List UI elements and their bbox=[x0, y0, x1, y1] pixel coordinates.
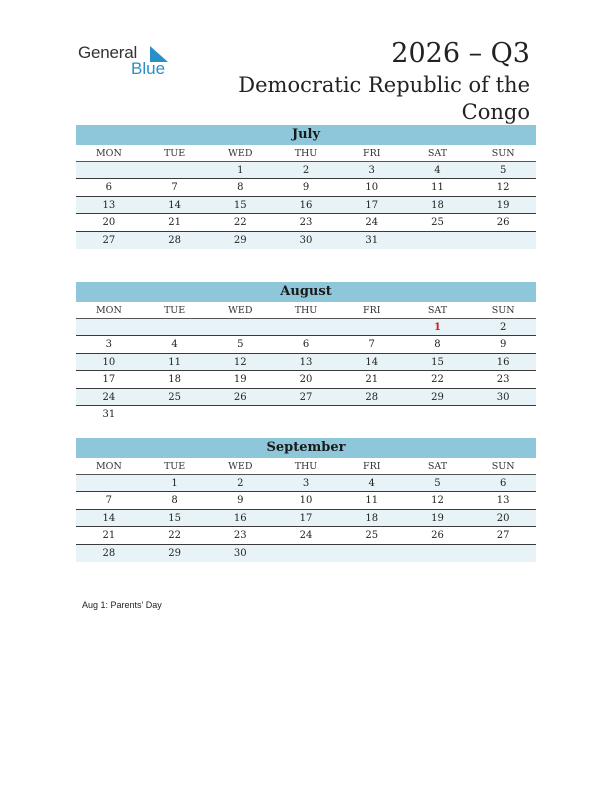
day-cell: 24 bbox=[299, 530, 313, 542]
week-row bbox=[76, 162, 536, 179]
day-cell: 9 bbox=[499, 339, 507, 351]
day-cell: 17 bbox=[365, 199, 379, 211]
day-cell bbox=[207, 319, 273, 335]
day-cell: 8 bbox=[171, 495, 178, 507]
weekday-header-row bbox=[76, 458, 536, 475]
day-cell: 14 bbox=[102, 512, 116, 524]
weekday-label: THU bbox=[294, 148, 318, 159]
weekday-header-row bbox=[76, 145, 536, 162]
week-row bbox=[76, 389, 536, 406]
day-cell bbox=[142, 319, 208, 335]
weekday-label: TUE bbox=[163, 305, 186, 316]
day-cell: 11 bbox=[168, 356, 181, 368]
week-row bbox=[76, 527, 536, 544]
weekday-label: SUN bbox=[491, 461, 515, 472]
weekday-label: FRI bbox=[362, 461, 381, 472]
day-cell: 20 bbox=[496, 512, 510, 524]
day-cell: 7 bbox=[368, 339, 375, 351]
day-cell: 22 bbox=[168, 530, 181, 542]
day-cell: 29 bbox=[431, 391, 444, 403]
day-cell: 21 bbox=[102, 530, 116, 542]
day-cell: 17 bbox=[102, 374, 116, 386]
day-cell bbox=[470, 406, 536, 423]
day-cell: 23 bbox=[299, 217, 313, 229]
logo-word-blue: Blue bbox=[131, 59, 166, 78]
week-row bbox=[76, 510, 536, 527]
day-cell bbox=[470, 232, 536, 249]
day-cell: 2 bbox=[237, 478, 244, 489]
day-cell: 26 bbox=[233, 391, 247, 403]
day-cell: 14 bbox=[168, 199, 181, 211]
day-cell: 29 bbox=[233, 234, 247, 246]
day-cell: 25 bbox=[168, 391, 181, 403]
day-cell: 3 bbox=[105, 339, 113, 351]
day-cell: 12 bbox=[233, 356, 247, 368]
day-cell: 18 bbox=[431, 199, 444, 211]
day-cell bbox=[142, 406, 208, 423]
day-cell: 19 bbox=[233, 374, 247, 386]
week-row bbox=[76, 179, 536, 196]
day-cell: 27 bbox=[299, 391, 313, 403]
weekday-label: TUE bbox=[163, 148, 186, 159]
day-cell bbox=[273, 406, 339, 423]
day-cell: 21 bbox=[365, 374, 379, 386]
day-cell bbox=[339, 406, 405, 423]
week-row bbox=[76, 492, 536, 509]
week-row bbox=[76, 475, 536, 492]
day-cell: 26 bbox=[431, 530, 444, 542]
day-cell: 4 bbox=[434, 165, 441, 176]
week-row bbox=[76, 406, 536, 423]
weekday-label: SAT bbox=[427, 305, 448, 316]
week-row bbox=[76, 319, 536, 336]
day-cell: 13 bbox=[102, 199, 116, 211]
generalblue-logo bbox=[78, 43, 178, 79]
day-cell: 31 bbox=[102, 408, 116, 420]
weekday-label: THU bbox=[294, 461, 318, 472]
week-row bbox=[76, 354, 536, 371]
month-july bbox=[76, 125, 536, 249]
day-cell: 7 bbox=[105, 495, 113, 507]
day-cell: 15 bbox=[168, 512, 181, 524]
day-cell: 30 bbox=[233, 547, 247, 559]
day-cell: 7 bbox=[171, 182, 178, 194]
day-cell: 8 bbox=[237, 182, 244, 194]
weekday-label: SUN bbox=[491, 148, 515, 159]
week-row bbox=[76, 232, 536, 249]
weekday-label: MON bbox=[95, 305, 122, 316]
day-cell: 4 bbox=[171, 339, 178, 351]
day-cell: 29 bbox=[168, 547, 181, 559]
day-cell: 3 bbox=[302, 478, 310, 489]
day-cell: 6 bbox=[302, 339, 310, 351]
day-cell: 10 bbox=[365, 182, 379, 194]
weekday-label: FRI bbox=[362, 305, 381, 316]
day-cell: 24 bbox=[102, 391, 116, 403]
day-cell bbox=[76, 319, 142, 335]
day-cell: 12 bbox=[496, 182, 510, 194]
weekday-label: WED bbox=[228, 305, 253, 316]
weekday-label: SAT bbox=[427, 461, 448, 472]
day-cell: 30 bbox=[496, 391, 510, 403]
day-cell: 28 bbox=[365, 391, 379, 403]
day-cell bbox=[405, 406, 471, 423]
day-cell bbox=[273, 319, 339, 335]
day-cell: 9 bbox=[302, 182, 310, 194]
week-row bbox=[76, 371, 536, 388]
day-cell: 6 bbox=[499, 478, 507, 489]
day-cell: 4 bbox=[368, 478, 375, 489]
month-august bbox=[76, 282, 536, 423]
weekday-label: TUE bbox=[163, 461, 186, 472]
day-cell: 18 bbox=[168, 374, 181, 386]
day-cell: 27 bbox=[102, 234, 116, 246]
day-cell: 19 bbox=[431, 512, 444, 524]
day-cell: 1 bbox=[171, 478, 178, 489]
day-cell bbox=[207, 406, 273, 423]
day-cell: 16 bbox=[299, 199, 313, 211]
day-cell: 16 bbox=[496, 356, 510, 368]
day-cell: 28 bbox=[168, 234, 181, 246]
day-cell: 9 bbox=[237, 495, 244, 507]
day-cell: 3 bbox=[368, 165, 375, 176]
day-cell: 19 bbox=[496, 199, 510, 211]
holiday-notes: Aug 1: Parents’ Day bbox=[82, 600, 162, 610]
day-cell: 1 bbox=[237, 165, 244, 176]
day-cell: 5 bbox=[237, 339, 244, 351]
day-cell: 22 bbox=[431, 374, 444, 386]
day-cell: 21 bbox=[168, 217, 181, 229]
day-cell: 8 bbox=[434, 339, 441, 351]
day-cell: 13 bbox=[299, 356, 313, 368]
weekday-label: WED bbox=[228, 148, 253, 159]
day-cell: 28 bbox=[102, 547, 116, 559]
day-cell: 14 bbox=[365, 356, 379, 368]
day-cell: 26 bbox=[496, 217, 510, 229]
day-cell: 5 bbox=[434, 478, 441, 489]
day-cell: 27 bbox=[496, 530, 510, 542]
day-cell: 25 bbox=[431, 217, 444, 229]
day-cell: 12 bbox=[431, 495, 444, 507]
day-cell bbox=[142, 162, 208, 178]
weekday-label: THU bbox=[294, 305, 318, 316]
weekday-label: SUN bbox=[491, 305, 515, 316]
day-cell: 16 bbox=[233, 512, 247, 524]
country-name: Democratic Republic of the Congo bbox=[238, 73, 530, 124]
logo-word-general: General bbox=[78, 43, 138, 62]
day-cell bbox=[339, 319, 405, 335]
day-cell: 17 bbox=[299, 512, 313, 524]
day-cell: 25 bbox=[365, 530, 379, 542]
day-cell bbox=[273, 545, 339, 562]
month-september bbox=[76, 438, 536, 562]
day-cell bbox=[470, 545, 536, 562]
day-cell bbox=[339, 545, 405, 562]
day-cell: 18 bbox=[365, 512, 379, 524]
day-cell: 20 bbox=[299, 374, 313, 386]
day-cell: 2 bbox=[302, 165, 310, 176]
week-row bbox=[76, 214, 536, 231]
day-cell: 10 bbox=[299, 495, 313, 507]
month-header: August bbox=[76, 282, 536, 302]
day-cell: 31 bbox=[365, 234, 379, 246]
week-row bbox=[76, 336, 536, 353]
day-cell: 10 bbox=[102, 356, 116, 368]
day-cell: 11 bbox=[365, 495, 379, 507]
month-header: September bbox=[76, 438, 536, 458]
day-cell bbox=[405, 545, 471, 562]
holiday-day-cell: 1 bbox=[433, 322, 441, 333]
page-title: 2026 – Q3 bbox=[391, 38, 530, 69]
weekday-header-row bbox=[76, 302, 536, 319]
day-cell: 15 bbox=[233, 199, 247, 211]
day-cell: 2 bbox=[499, 322, 507, 333]
day-cell: 22 bbox=[233, 217, 247, 229]
month-header: July bbox=[76, 125, 536, 145]
day-cell: 23 bbox=[233, 530, 247, 542]
day-cell: 15 bbox=[431, 356, 444, 368]
day-cell: 11 bbox=[431, 182, 444, 194]
day-cell: 30 bbox=[299, 234, 313, 246]
day-cell bbox=[76, 475, 142, 491]
day-cell: 6 bbox=[105, 182, 113, 194]
week-row bbox=[76, 545, 536, 562]
weekday-label: FRI bbox=[362, 148, 381, 159]
day-cell: 5 bbox=[499, 165, 507, 176]
day-cell: 13 bbox=[496, 495, 510, 507]
day-cell bbox=[405, 232, 471, 249]
weekday-label: SAT bbox=[427, 148, 448, 159]
day-cell: 24 bbox=[365, 217, 379, 229]
day-cell: 20 bbox=[102, 217, 116, 229]
day-cell: 23 bbox=[496, 374, 510, 386]
weekday-label: MON bbox=[95, 461, 122, 472]
weekday-label: MON bbox=[95, 148, 122, 159]
day-cell bbox=[76, 162, 142, 178]
weekday-label: WED bbox=[228, 461, 253, 472]
week-row bbox=[76, 197, 536, 214]
